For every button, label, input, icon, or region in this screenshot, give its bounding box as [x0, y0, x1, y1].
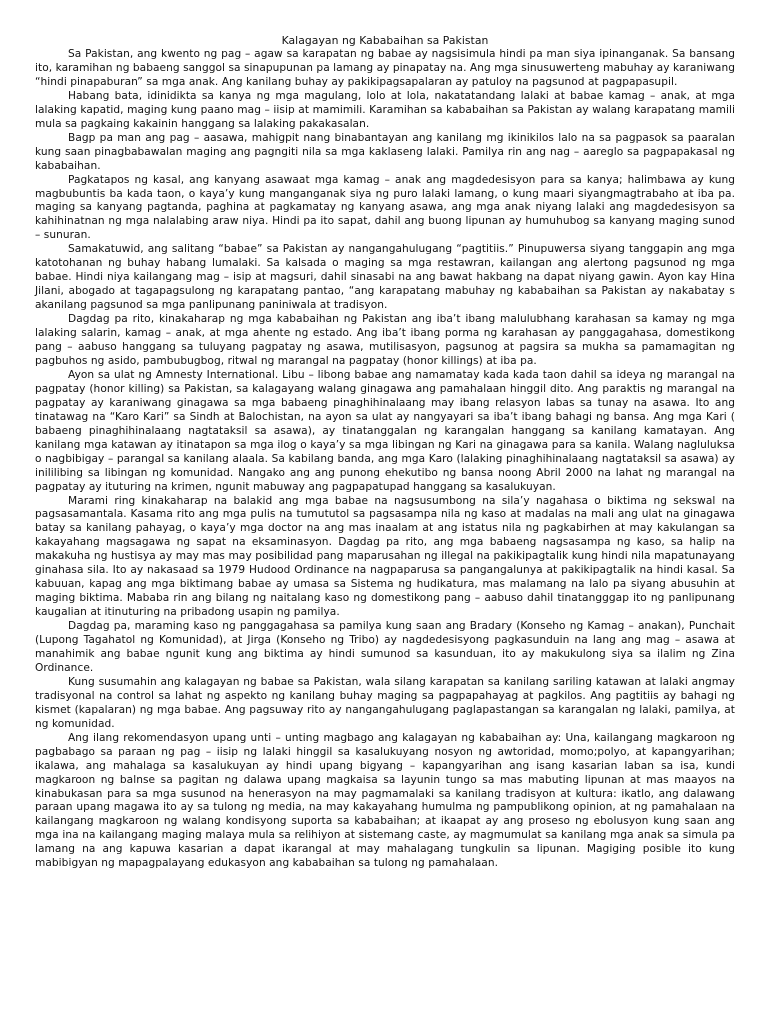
paragraph-7: Ayon sa ulat ng Amnesty International. Libu – libong babae ang namamatay kada kada taon dahil sa ideya ng marangal na pagpatay (honor killing) sa Pakistan, sa kalagayang walang ginagawa ang pamahalaan hinggil dito. Ang paraktis ng marangal na pagpatay ay karaniwang ginagawa sa mga babaeng pinaghihinalaang may ibang relasyon labas sa tunay na asawa. Ito ang tinatawag na “Karo Kari” sa Sindh at Balochistan, na ayon sa ulat ay nangyayari sa iba’t ibang bahagi ng bansa. Ang mga Kari ( babaeng pinaghihinalaang nagtataksil sa asawa), ay tinatanggalan ng karangalan hanggang sa kanilang kamatayan. Ang kanilang mga katawan ay itinatapon sa mga ilog o kaya’y sa mga libingan ng Kari na ginagawa para sa kanila. Walang nagluluksa o nagbibigay – parangal sa kanilang alaala. Sa kabilang banda, ang mga Karo (lalaking pinaghihinalaang nagtataksil sa asawa) ay inililibing sa libingan ng komunidad. Nangako ang ang punong ehekutibo ng bansa noong Abril 2000 na lahat ng marangal na pagpatay ay ituturing na krimen, ngunit mabuway ang pagpapatupad hanggang sa kasalukuyan. — [35, 368, 735, 493]
paragraph-10: Kung susumahin ang kalagayan ng babae sa Pakistan, wala silang karapatan sa kanilang sariling katawan at lalaki angmay tradisyonal na control sa lahat ng aspekto ng kanilang buhay maging sa pagpapahayag at pagkilos. Ang pagtitiis ay bahagi ng kismet (kapalaran) ng mga babae. Ang pagsuway rito ay nangangahulugang paglapastangan sa karangalan ng lalaki, pamilya, at ng komunidad. — [35, 675, 735, 730]
paragraph-3: Bagp pa man ang pag – aasawa, mahigpit nang binabantayan ang kanilang mg ikinikilos lalo na sa pagpasok sa paaralan kung saan pinagbabawalan maging ang pagngiti nila sa mga kaklaseng lalaki. Pamilya rin ang nag – aareglo sa pagpapakasal ng kababaihan. — [35, 131, 735, 172]
paragraph-6: Dagdag pa rito, kinakaharap ng mga kababaihan ng Pakistan ang iba’t ibang malulubhang karahasan sa kamay ng mga lalaking salarin, kamag – anak, at mga ahente ng estado. Ang iba’t ibang porma ng karahasan ay panggagahasa, domestikong pang – aabuso hanggang sa tuluyang pagpatay ng asawa, mutilisasyon, pagsunog at pagsira sa mukha sa pamamagitan ng pagbuhos ng asido, pambubugbog, ritwal ng marangal na pagpatay (honor killings) at iba pa. — [35, 313, 735, 367]
paragraph-9: Dagdag pa, maraming kaso ng panggagahasa sa pamilya kung saan ang Bradary (Konseho ng Kamag – anakan), Punchait (Lupong Tagahatol ng Komunidad), at Jirga (Konseho ng Tribo) ay nagdedesisyong pagkasunduin na lang ang mag – asawa at manahimik ang babae ngunit kung ang biktima ay hindi sumunod sa kasunduan, ito ay makukulong siya sa ilalim ng Zina Ordinance. — [35, 620, 735, 674]
document-title: Kalagayan ng Kababaihan sa Pakistan — [281, 34, 489, 47]
paragraph-1: Sa Pakistan, ang kwento ng pag – agaw sa karapatan ng babae ay nagsisimula hindi pa man siya ipinanganak. Sa bansang ito, karamihan ng babaeng sanggol sa sinapupunan pa lamang ay pinapatay na. Ang mga sinusuwerteng mabuhay ay karaniwang “hindi pinapaburan” sa mga anak. Ang kanilang buhay ay pakikipagsapalaran ay patuloy na pagsunod at pagpapasupil. — [35, 48, 735, 88]
paragraph-4: Pagkatapos ng kasal, ang kanyang asawaat mga kamag – anak ang magdedesisyon para sa kanya; halimbawa ay kung magbubuntis ba kada taon, o kaya’y kung manganganak siya ng puro lalaki lamang, o kung maari siyangmagtrabaho at iba pa. maging sa kanyang pagtanda, paghina at pagkamatay ng kanyang asawa, ang mga anak niyang lalaki ang magdedesisyon sa kahihinatnan ng mga nalalabing araw niya. Hindi pa ito sapat, dahil ang buong lipunan ay humuhubog sa kanyang maging sunod – sunuran. — [35, 173, 735, 242]
paragraph-8: Marami ring kinakaharap na balakid ang mga babae na nagsusumbong na sila’y nagahasa o biktima ng sekswal na pagsasamantala. Kasama rito ang mga pulis na tumututol sa pagsasampa nila ng kaso at madalas na mali ang ulat na ginagawa batay sa kanilang pahayag, o kaya’y mga doctor na ang mas inaalam at ang istatus nila ng pagkabirhen at may kakulangan sa kakayahang magsagawa ng sapat na eksaminasyon. Dagdag pa rito, ang mga babaeng nagsasampa ng kaso, sa halip na makakuha ng hustisya ay may mas may posibilidad pang maparusahan ng illegal na pakikipagtalik kung hindi nila mapatunayang ginahasa sila. Ito ay nakasaad sa 1979 Hudood Ordinance na nagpaparusa sa pangangalunya at pakikipagtalik na hindi kasal. Sa kabuuan, kapag ang mga biktimang babae ay umasa sa Sistema ng hudikatura, mas malamang na lalo pa siyang abusuhin at maging biktima. Mababa rin ang bilang ng naitalang kaso ng domestikong pang – aabuso dahil tinatangggap ito ng panlipunang kaugalian at itinuturing na pribadong usapin ng pamilya. — [35, 494, 735, 619]
paragraph-5: Samakatuwid, ang salitang “babae” sa Pakistan ay nangangahulugang “pagtitiis.” Pinupuwersa siyang tanggapin ang mga katotohanan ng buhay habang lumalaki. Sa kalsada o maging sa mga restawran, kailangan ang alertong pagsunod ng mga babae. Hindi niya kailangang mag – isip at magsuri, dahil sinasabi na ang bawat hakbang na dapat niyang gawin. Ayon kay Hina Jilani, abogado at tagapagsulong ng karapatang pantao, “ang karapatang mabuhay ng kababaihan sa Pakistan ay nakabatay s akanilang pagsunod sa mga panlipunang paniniwala at tradisyon. — [35, 243, 735, 312]
paragraph-2: Habang bata, idinidikta sa kanya ng mga magulang, lolo at lola, nakatatandang lalaki at babae kamag – anak, at mga lalaking kapatid, maging kung paano mag – iisip at mamimili. Karamihan sa kababaihan sa Pakistan ay walang karapatang mamili mula sa pagkaing kakainin hanggang sa lalaking pakakasalan. — [35, 89, 735, 130]
document-page — [35, 34, 735, 871]
paragraph-11: Ang ilang rekomendasyon upang unti – unting magbago ang kalagayan ng kababaihan ay: Una, kailangang magkaroon ng pagbabago sa paraan ng pag – iisip ng lalaki hinggil sa kasalukuyang nosyon ng awtoridad, momo;polyo, at kapangyarihan; ikalawa, ang mahalaga sa kasalukuyan ay hindi upang bigyang – kapangyarihan ang isang kasarian laban sa isa, kundi magkaroon ng balnse sa pagitan ng dalawa upang magkaisa sa layunin tungo sa mas mabuting lipunan at mas maayos na kinabukasan para sa mga susunod na henerasyon na may pagmamalaki sa kanilang tradisyon at kultura: ikatlo, ang dalawang paraan upang magawa ito ay sa tulong ng media, na may kakayahang humulma ng pampublikong opinion, at ng pamahalaan na kailangang magkaroon ng walang kondisyong suporta sa kababaihan; at ikaapat ay ang proseso ng ebolusyon kung saan ang mga ina na kailangang maging malaya mula sa relihiyon at sistemang caste, ay magmumulat sa kanilang mga anak sa simula pa lamang na ang kapuwa kasarian a dapat ikarangal at may mahalagang tungkulin sa lipunan. Magiging posible ito kung mabibigyan ng mapagpalayang edukasyon ang kababaihan sa tulong ng pamahalaan. — [35, 731, 735, 870]
